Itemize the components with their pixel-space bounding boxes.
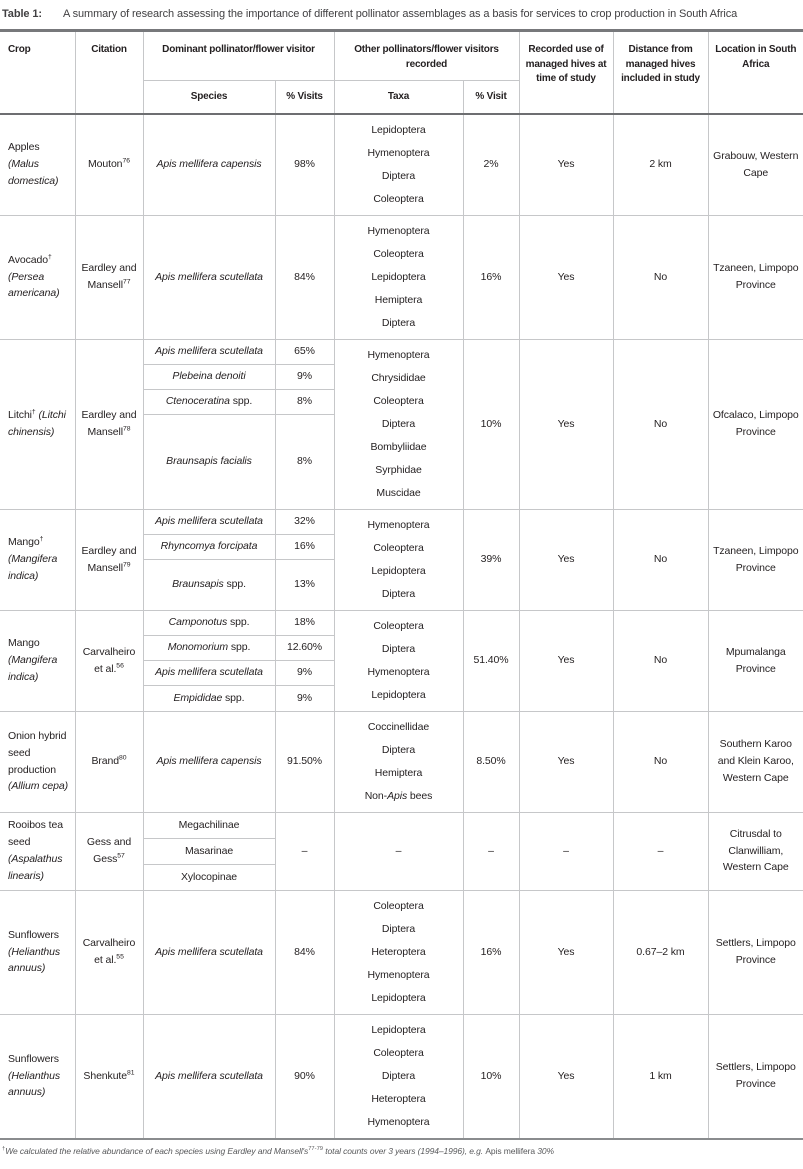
- species-cell: Ctenoceratina spp.: [143, 389, 275, 414]
- crop-latin-name: (Helianthus annuus): [8, 945, 61, 975]
- location-cell: Mpumalanga Province: [708, 610, 803, 711]
- distance-cell: No: [613, 339, 708, 509]
- species-percent-cell: 84%: [275, 890, 334, 1014]
- species-cell: Apis mellifera scutellata: [143, 660, 275, 685]
- table-row-apples: [0, 114, 803, 216]
- crop-name: Sunflowers: [8, 928, 59, 941]
- table-caption-text: A summary of research assessing the importance of different pollinator assemblages as a basis for services to crop production in South Africa: [63, 8, 738, 20]
- crop-cell: [0, 114, 75, 216]
- citation-text: Carvalheiro et al.: [82, 937, 136, 966]
- distance-cell: No: [613, 610, 708, 711]
- recorded-hives-cell: Yes: [519, 1014, 613, 1139]
- footnote-ref: 77-79: [308, 1145, 324, 1152]
- citation-text: Mouton: [88, 158, 123, 171]
- crop-name: Mango: [8, 536, 40, 549]
- species-cell: Apis mellifera scutellata: [143, 215, 275, 339]
- taxon-item: Coleoptera: [373, 394, 424, 407]
- species-cell: Xylocopinae: [143, 864, 275, 890]
- species-cell: Empididae spp.: [143, 685, 275, 711]
- taxa-cell: [334, 610, 463, 711]
- table-row-litchi: [0, 339, 803, 364]
- col-header-recorded-hives: Recorded use of managed hives at time of study: [519, 31, 613, 114]
- col-header-pct-visit: % Visit: [463, 81, 519, 114]
- crop-latin-name: (Malus domestica): [8, 158, 59, 187]
- dagger-mark: †: [39, 535, 44, 543]
- col-header-pct-visits: % Visits: [275, 81, 334, 114]
- taxon-item: Lepidoptera: [371, 270, 426, 283]
- taxon-item: Muscidae: [376, 486, 421, 499]
- taxon-item: –: [395, 844, 402, 857]
- species-cell: Apis mellifera capensis: [143, 711, 275, 812]
- citation-ref: 57: [117, 852, 125, 860]
- crop-cell: [0, 610, 75, 711]
- taxon-item: Diptera: [381, 642, 416, 655]
- species-cell: Rhyncomya forcipata: [143, 534, 275, 559]
- species-cell: Braunsapis spp.: [143, 559, 275, 610]
- taxon-item: Diptera: [381, 316, 416, 329]
- taxon-item: Bombyliidae: [370, 440, 427, 453]
- location-cell: Settlers, Limpopo Province: [708, 1014, 803, 1139]
- location-cell: Citrusdal to Clanwilliam, Western Cape: [708, 812, 803, 890]
- species-cell: Apis mellifera scutellata: [143, 339, 275, 364]
- recorded-hives-cell: Yes: [519, 114, 613, 216]
- distance-cell: 0.67–2 km: [613, 890, 708, 1014]
- citation-cell: [75, 114, 143, 216]
- table-row-mango-carvalheiro: [0, 610, 803, 635]
- footnote-species-name: Apis mellifera: [485, 1145, 535, 1156]
- taxon-item: Coleoptera: [373, 1046, 424, 1059]
- taxon-item: Diptera: [381, 922, 416, 935]
- taxon-item: Diptera: [381, 169, 416, 182]
- recorded-hives-cell: –: [519, 812, 613, 890]
- taxon-item: Coleoptera: [373, 192, 424, 205]
- citation-ref: 80: [118, 754, 127, 762]
- dagger-mark: †: [31, 408, 36, 416]
- table-caption-label: Table 1:: [2, 8, 42, 20]
- taxa-percent-cell: 10%: [463, 1014, 519, 1139]
- crop-name: Onion hybrid seed production: [8, 729, 67, 776]
- taxa-cell: [334, 339, 463, 509]
- species-percent-cell: 9%: [275, 685, 334, 711]
- taxon-item: Diptera: [381, 417, 416, 430]
- recorded-hives-cell: Yes: [519, 610, 613, 711]
- col-header-citation: Citation: [75, 31, 143, 114]
- crop-name: Apples: [8, 141, 40, 154]
- citation-cell: [75, 1014, 143, 1139]
- crop-cell: [0, 1014, 75, 1139]
- distance-cell: No: [613, 509, 708, 610]
- col-header-distance: Distance from managed hives included in study: [613, 31, 708, 114]
- citation-ref: 81: [127, 1069, 135, 1077]
- taxon-item: Diptera: [381, 743, 416, 756]
- species-percent-cell: 12.60%: [275, 635, 334, 660]
- col-header-dominant-group: Dominant pollinator/flower visitor: [143, 31, 334, 81]
- table-caption: [0, 0, 803, 29]
- species-percent-cell: 98%: [275, 114, 334, 216]
- taxon-item: Hymenoptera: [367, 224, 430, 237]
- taxon-item: Hymenoptera: [367, 968, 430, 981]
- species-percent-cell: 84%: [275, 215, 334, 339]
- crop-latin-name: (Litchi chinensis): [8, 409, 66, 438]
- col-header-location: Location in South Africa: [708, 31, 803, 114]
- species-percent-cell: 90%: [275, 1014, 334, 1139]
- table-body: [0, 114, 803, 1139]
- location-cell: Tzaneen, Limpopo Province: [708, 215, 803, 339]
- species-percent-cell: 8%: [275, 389, 334, 414]
- crop-name: Sunflowers: [8, 1052, 59, 1065]
- crop-name: Avocado: [8, 253, 48, 266]
- taxa-percent-cell: 10%: [463, 339, 519, 509]
- taxon-item: Lepidoptera: [371, 1023, 426, 1036]
- taxon-item: Hymenoptera: [367, 146, 430, 159]
- table-row-mango-eardley: [0, 509, 803, 534]
- crop-latin-name: (Aspalathus linearis): [8, 853, 63, 882]
- taxa-percent-cell: –: [463, 812, 519, 890]
- taxa-cell: [334, 114, 463, 216]
- location-cell: Settlers, Limpopo Province: [708, 890, 803, 1014]
- crop-cell: [0, 215, 75, 339]
- taxon-item: Hemiptera: [374, 293, 423, 306]
- taxa-cell: [334, 711, 463, 812]
- citation-text: Eardley and Mansell: [81, 409, 137, 438]
- species-cell: Braunsapis facialis: [143, 414, 275, 509]
- species-percent-cell: 8%: [275, 414, 334, 509]
- taxon-item: Coleoptera: [373, 541, 424, 554]
- taxa-cell: [334, 509, 463, 610]
- taxa-percent-cell: 39%: [463, 509, 519, 610]
- footnote-dagger: †: [2, 1145, 6, 1152]
- crop-name: Rooibos tea seed: [8, 819, 63, 849]
- citation-text: Shenkute: [83, 1069, 127, 1082]
- location-cell: Grabouw, Western Cape: [708, 114, 803, 216]
- location-cell: Ofcalaco, Limpopo Province: [708, 339, 803, 509]
- dagger-mark: †: [47, 253, 52, 261]
- recorded-hives-cell: Yes: [519, 890, 613, 1014]
- taxa-percent-cell: 16%: [463, 215, 519, 339]
- citation-cell: [75, 711, 143, 812]
- crop-latin-name: (Allium cepa): [8, 780, 68, 793]
- species-cell: Apis mellifera scutellata: [143, 890, 275, 1014]
- citation-ref: 56: [116, 662, 124, 669]
- taxon-item: Hymenoptera: [367, 1115, 430, 1128]
- distance-cell: –: [613, 812, 708, 890]
- citation-cell: [75, 610, 143, 711]
- footnote: [0, 1140, 803, 1156]
- taxon-item: Coleoptera: [373, 619, 424, 632]
- location-cell: Southern Karoo and Klein Karoo, Western Cape: [708, 711, 803, 812]
- citation-cell: [75, 339, 143, 509]
- citation-cell: [75, 812, 143, 890]
- crop-latin-name: (Mangifera indica): [8, 654, 58, 683]
- taxon-item: Lepidoptera: [371, 564, 426, 577]
- table-row-rooibos: [0, 812, 803, 838]
- species-percent-cell: 9%: [275, 660, 334, 685]
- taxon-item: Hymenoptera: [367, 518, 430, 531]
- taxon-item: Heteroptera: [371, 1092, 426, 1105]
- table-row-onion: [0, 711, 803, 812]
- recorded-hives-cell: Yes: [519, 215, 613, 339]
- pollinator-summary-table: [0, 29, 803, 1140]
- footnote-text-3: 30%: [534, 1145, 554, 1156]
- species-percent-cell: 91.50%: [275, 711, 334, 812]
- taxon-item: Lepidoptera: [371, 123, 426, 136]
- col-header-taxa: Taxa: [334, 81, 463, 114]
- citation-text: Eardley and Mansell: [81, 262, 137, 291]
- table-header: [0, 31, 803, 114]
- species-percent-cell: 16%: [275, 534, 334, 559]
- crop-name: Mango: [8, 637, 40, 650]
- citation-cell: [75, 509, 143, 610]
- taxon-item: Diptera: [381, 1069, 416, 1082]
- taxon-item: Lepidoptera: [371, 991, 426, 1004]
- distance-cell: 1 km: [613, 1014, 708, 1139]
- taxon-item: Coleoptera: [373, 247, 424, 260]
- citation-cell: [75, 215, 143, 339]
- species-percent-cell: 13%: [275, 559, 334, 610]
- footnote-text-2: total counts over 3 years (1994–1996), e.g.: [323, 1145, 486, 1156]
- citation-text: Gess and Gess: [86, 836, 132, 865]
- recorded-hives-cell: Yes: [519, 711, 613, 812]
- species-cell: Apis mellifera capensis: [143, 114, 275, 216]
- table-row-sunflowers-shenkute: [0, 1014, 803, 1139]
- crop-name: Litchi: [8, 409, 32, 422]
- table-row-avocado: [0, 215, 803, 339]
- taxa-percent-cell: 16%: [463, 890, 519, 1014]
- recorded-hives-cell: Yes: [519, 509, 613, 610]
- crop-cell: [0, 812, 75, 890]
- taxon-item: Hymenoptera: [367, 665, 430, 678]
- citation-cell: [75, 890, 143, 1014]
- distance-cell: 2 km: [613, 114, 708, 216]
- species-percent-cell: 9%: [275, 364, 334, 389]
- taxon-item: Syrphidae: [375, 463, 422, 476]
- species-cell: Monomorium spp.: [143, 635, 275, 660]
- species-percent-cell: –: [275, 812, 334, 890]
- taxon-item: Heteroptera: [371, 945, 426, 958]
- species-cell: Masarinae: [143, 838, 275, 864]
- taxon-item: Coleoptera: [373, 899, 424, 912]
- citation-ref: 78: [122, 425, 131, 433]
- citation-ref: 76: [122, 157, 130, 165]
- crop-latin-name: (Helianthus annuus): [8, 1069, 61, 1099]
- citation-text: Eardley and Mansell: [81, 544, 137, 574]
- distance-cell: No: [613, 711, 708, 812]
- taxon-item: Coccinellidae: [367, 720, 430, 733]
- species-cell: Plebeina denoiti: [143, 364, 275, 389]
- recorded-hives-cell: Yes: [519, 339, 613, 509]
- col-header-other-group: Other pollinators/flower visitors recorded: [334, 31, 519, 81]
- species-cell: Camponotus spp.: [143, 610, 275, 635]
- taxa-cell: [334, 1014, 463, 1139]
- table-row-sunflowers-carvalheiro: [0, 890, 803, 1014]
- crop-latin-name: (Mangifera indica): [8, 553, 58, 582]
- taxon-item: Chrysididae: [371, 371, 426, 384]
- species-percent-cell: 32%: [275, 509, 334, 534]
- species-percent-cell: 65%: [275, 339, 334, 364]
- citation-text: Brand: [91, 755, 119, 768]
- crop-cell: [0, 890, 75, 1014]
- col-header-species: Species: [143, 81, 275, 114]
- crop-cell: [0, 509, 75, 610]
- citation-ref: 79: [122, 561, 131, 568]
- species-cell: Megachilinae: [143, 812, 275, 838]
- crop-cell: [0, 339, 75, 509]
- taxon-item: Diptera: [381, 587, 416, 600]
- taxon-item: Hemiptera: [374, 766, 423, 779]
- taxa-cell: [334, 890, 463, 1014]
- citation-ref: 77: [122, 278, 131, 286]
- species-cell: Apis mellifera scutellata: [143, 1014, 275, 1139]
- taxa-cell: [334, 215, 463, 339]
- taxon-item: Hymenoptera: [367, 348, 430, 361]
- citation-text: Carvalheiro et al.: [82, 645, 136, 675]
- footnote-text-1: We calculated the relative abundance of each species using Eardley and Mansell's: [5, 1145, 309, 1156]
- species-percent-cell: 18%: [275, 610, 334, 635]
- taxa-percent-cell: 2%: [463, 114, 519, 216]
- taxon-item: Non-Apis bees: [364, 789, 433, 802]
- taxa-cell: [334, 812, 463, 890]
- citation-ref: 55: [116, 953, 124, 961]
- location-cell: Tzaneen, Limpopo Province: [708, 509, 803, 610]
- taxa-percent-cell: 8.50%: [463, 711, 519, 812]
- taxon-item: Lepidoptera: [371, 688, 426, 701]
- taxa-percent-cell: 51.40%: [463, 610, 519, 711]
- species-cell: Apis mellifera scutellata: [143, 509, 275, 534]
- distance-cell: No: [613, 215, 708, 339]
- crop-latin-name: (Persea americana): [8, 270, 60, 300]
- col-header-crop: Crop: [0, 31, 75, 114]
- crop-cell: [0, 711, 75, 812]
